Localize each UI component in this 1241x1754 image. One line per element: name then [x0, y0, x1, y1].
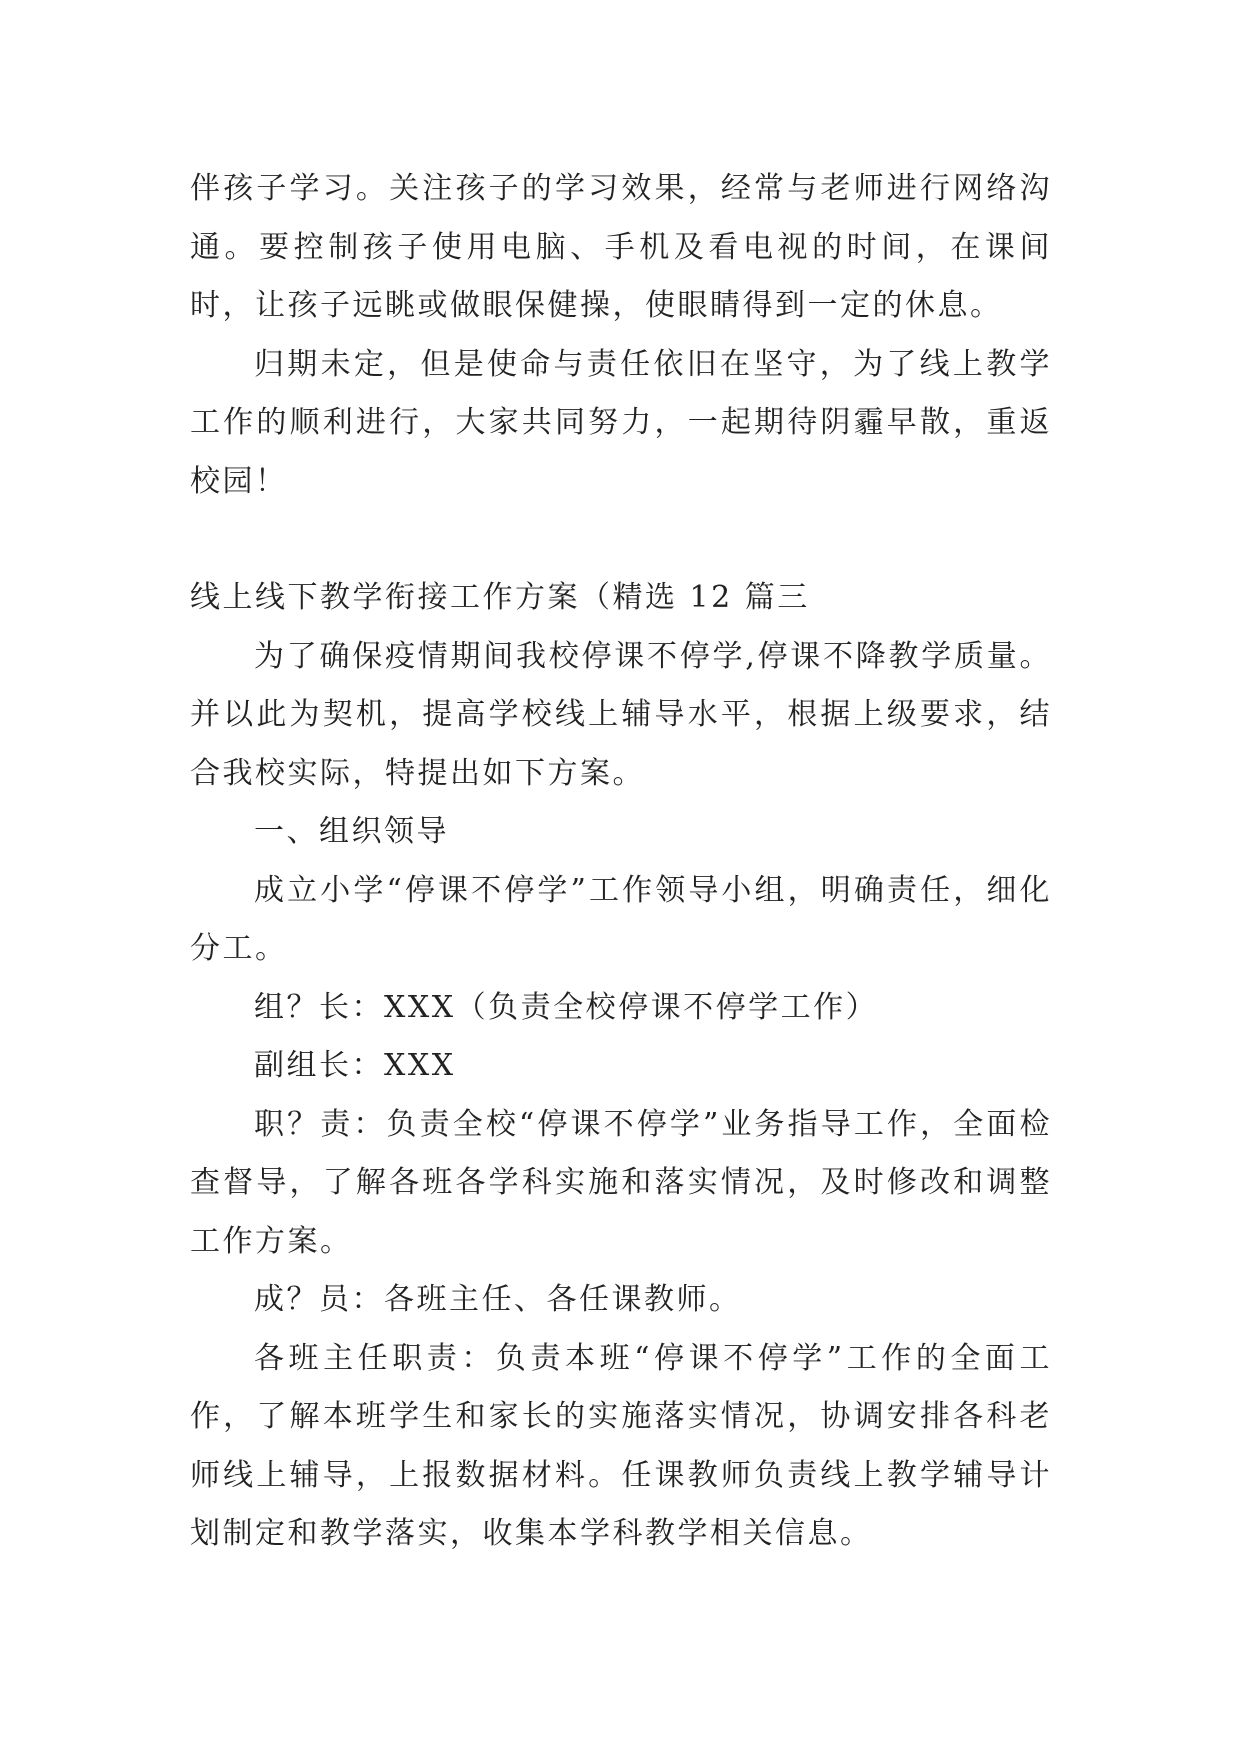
- paragraph-class-teacher-duties: 各班主任职责：负责本班“停课不停学”工作的全面工作，了解本班学生和家长的实施落实情况，协调安排各科老师线上辅导，上报数据材料。任课教师负责线上教学辅导计划制定和教学落实，收集本学科教学相关信息。: [190, 1340, 1052, 1551]
- paragraph-intro: 为了确保疫情期间我校停课不停学,停课不降教学质量。并以此为契机，提高学校线上辅导水平，根据上级要求，结合我校实际，特提出如下方案。: [190, 638, 1052, 791]
- document-body: [190, 160, 1052, 1564]
- section-title: 线上线下教学衔接工作方案（精选 12 篇三: [190, 580, 810, 615]
- paragraph-deputy-leader: 副组长：XXX: [254, 1048, 456, 1083]
- paragraph-members: 成？员：各班主任、各任课教师。: [254, 1282, 742, 1317]
- paragraph-duties: 职？责：负责全校“停课不停学”业务指导工作，全面检查督导，了解各班各学科实施和落实情况，及时修改和调整工作方案。: [190, 1106, 1052, 1259]
- paragraph-group-leader: 组？长：XXX（负责全校停课不停学工作）: [254, 989, 879, 1025]
- paragraph-leadership-group: 成立小学“停课不停学”工作领导小组，明确责任，细化分工。: [190, 872, 1052, 966]
- paragraph-closing: 归期未定，但是使命与责任依旧在坚守，为了线上教学工作的顺利进行，大家共同努力，一起期待阴霾早散，重返校园！: [190, 346, 1052, 499]
- subheading-organization: 一、组织领导: [254, 814, 449, 849]
- paragraph-continued: 伴孩子学习。关注孩子的学习效果，经常与老师进行网络沟通。要控制孩子使用电脑、手机及看电视的时间，在课间时，让孩子远眺或做眼保健操，使眼睛得到一定的休息。: [190, 171, 1052, 323]
- section-spacer: [190, 511, 1052, 569]
